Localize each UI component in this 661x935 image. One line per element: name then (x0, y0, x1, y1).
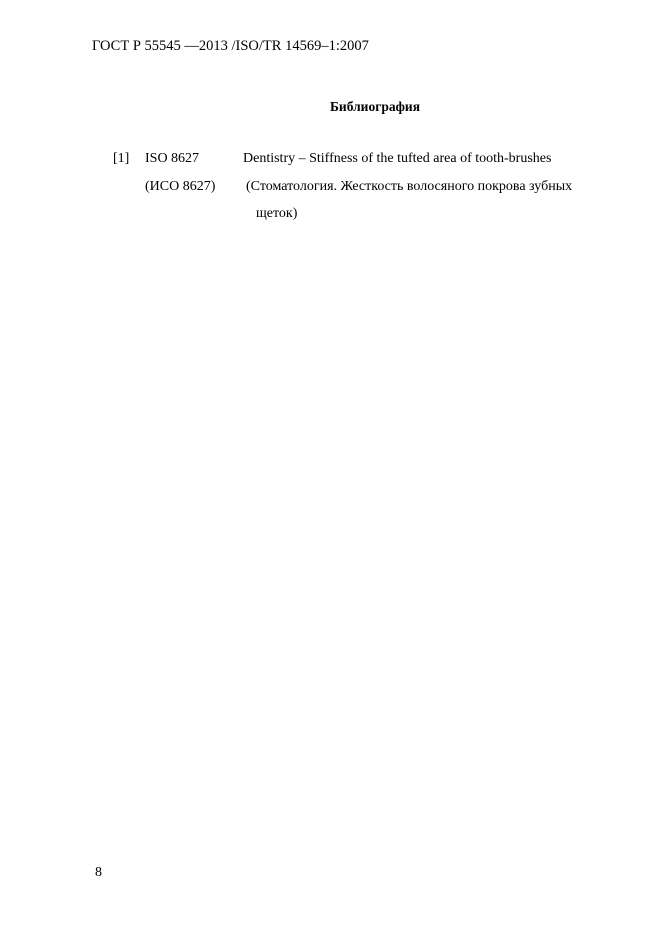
reference-title-en: Dentistry – Stiffness of the tufted area of tooth-brushes (243, 151, 552, 166)
reference-code-ru: (ИСО 8627) (145, 179, 216, 194)
reference-title-ru-line2: щеток) (256, 206, 298, 221)
page-number: 8 (95, 865, 102, 880)
bibliography-title: Библиография (329, 99, 421, 114)
reference-number: [1] (113, 151, 130, 166)
reference-code: ISO 8627 (145, 151, 200, 166)
reference-title-ru-line1: (Стоматология. Жесткость волосяного покрова зубных (246, 179, 573, 194)
standard-header: ГОСТ Р 55545 —2013 /ISO/TR 14569–1:2007 (92, 38, 369, 54)
